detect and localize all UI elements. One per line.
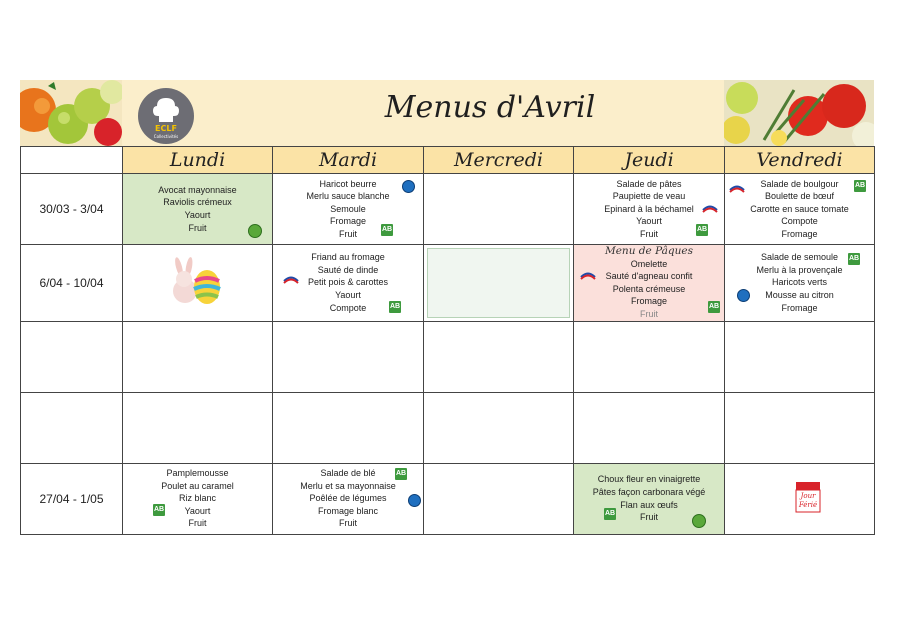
vegetarian-leaf-icon xyxy=(692,514,706,528)
organic-ab-icon: AB xyxy=(604,508,616,520)
organic-ab-icon: AB xyxy=(395,468,407,480)
day-header-vendredi: Vendredi xyxy=(725,147,875,174)
menu-cell-jeudi xyxy=(574,245,725,322)
week-label: 27/04 - 1/05 xyxy=(21,463,123,534)
menu-table xyxy=(20,146,875,535)
french-origin-flag-icon xyxy=(729,184,745,194)
table-row xyxy=(21,321,875,392)
menu-item: Choux fleur en vinaigrette xyxy=(597,474,701,485)
vegetarian-leaf-icon xyxy=(248,224,262,238)
french-origin-flag-icon xyxy=(283,275,299,285)
french-origin-flag-icon xyxy=(702,204,718,214)
menu-item: Fruit xyxy=(339,518,357,529)
menu-item: Fruit xyxy=(640,228,658,239)
menu-cell-mardi xyxy=(273,174,424,245)
jour-ferie-icon xyxy=(793,480,823,514)
menu-cell-vendredi xyxy=(725,174,875,245)
organic-ab-icon: AB xyxy=(381,224,393,236)
page-title: Menus d'Avril xyxy=(384,90,596,125)
week-label: 6/04 - 10/04 xyxy=(21,245,123,322)
menu-item: Flan aux œufs xyxy=(620,499,678,510)
table-row xyxy=(21,245,875,322)
menu-item: Haricot beurre xyxy=(319,178,377,189)
menu-item: Friand au fromage xyxy=(311,252,385,263)
menu-item: Salade de semoule xyxy=(760,252,839,263)
menu-item: Semoule xyxy=(330,203,366,214)
menu-cell-lundi xyxy=(123,321,273,392)
menu-cell-mardi xyxy=(273,392,424,463)
menu-item: Fromage xyxy=(781,228,818,239)
menu-item: Salade de pâtes xyxy=(616,178,682,189)
header-banner xyxy=(20,80,874,147)
menu-item: Mousse au citron xyxy=(765,290,834,301)
ferie-line1: Jour xyxy=(800,491,816,500)
day-header-lundi: Lundi xyxy=(123,147,273,174)
menu-item: Poêlée de légumes xyxy=(309,493,387,504)
menu-cell-mercredi xyxy=(424,321,574,392)
menu-item: Boulette de bœuf xyxy=(764,191,835,202)
menu-item: Fromage xyxy=(630,296,667,307)
day-header-mercredi: Mercredi xyxy=(424,147,574,174)
menu-cell-vendredi xyxy=(725,392,875,463)
menu-item: Haricots verts xyxy=(771,277,827,288)
logo-subtext: Collectivités xyxy=(153,134,179,139)
menu-item: Yaourt xyxy=(636,216,662,227)
menu-cell-lundi xyxy=(123,174,273,245)
menu-cell-lundi xyxy=(123,245,273,322)
menu-item: Petit pois & carottes xyxy=(307,277,389,288)
table-corner xyxy=(21,147,123,174)
organic-ab-icon: AB xyxy=(708,301,720,313)
menu-item: Poulet au caramel xyxy=(161,480,234,491)
msc-label-icon xyxy=(402,180,415,193)
day-header-mardi: Mardi xyxy=(273,147,424,174)
menu-sheet xyxy=(20,80,874,538)
msc-label-icon xyxy=(408,494,421,507)
vegetables-image-right xyxy=(724,80,874,146)
menu-item: Carotte en sauce tomate xyxy=(750,203,849,214)
menu-item: Pâtes façon carbonara végé xyxy=(592,486,706,497)
menu-cell-mardi xyxy=(273,245,424,322)
menu-item: Sauté de dinde xyxy=(317,264,379,275)
menu-item: Merlu et sa mayonnaise xyxy=(300,480,396,491)
msc-label-icon xyxy=(737,289,750,302)
day-header-jeudi: Jeudi xyxy=(574,147,725,174)
menu-cell-jeudi xyxy=(574,463,725,534)
fruits-image-left xyxy=(20,80,122,146)
menu-item: Yaourt xyxy=(184,210,211,220)
menu-item: Salade de boulgour xyxy=(760,178,839,189)
eclf-logo xyxy=(136,86,196,146)
menu-cell-vendredi xyxy=(725,245,875,322)
menu-item: Sauté d'agneau confit xyxy=(605,271,693,282)
menu-cell-lundi xyxy=(123,392,273,463)
menu-cell-vendredi xyxy=(725,321,875,392)
menu-item: Yaourt xyxy=(335,290,361,301)
menu-item: Fromage blanc xyxy=(317,505,379,516)
week-label: 30/03 - 3/04 xyxy=(21,174,123,245)
menu-cell-jeudi xyxy=(574,174,725,245)
menu-item: Pamplemousse xyxy=(166,468,229,479)
menu-cell-mardi xyxy=(273,321,424,392)
week-label xyxy=(21,392,123,463)
week-label xyxy=(21,321,123,392)
menu-item: Merlu à la provençale xyxy=(756,264,843,275)
blank-note-box xyxy=(427,248,570,318)
ferie-line2: Férié xyxy=(798,500,818,509)
menu-item: Fruit xyxy=(640,308,658,319)
menu-item: Fruit xyxy=(188,222,207,233)
menu-item: Yaourt xyxy=(184,505,211,516)
menu-item: Fruit xyxy=(339,228,357,239)
menu-item: Omelette xyxy=(630,258,668,269)
french-origin-flag-icon xyxy=(580,271,596,281)
menu-item: Compote xyxy=(781,216,818,227)
menu-cell-mercredi xyxy=(424,392,574,463)
menu-item: Epinard à la béchamel xyxy=(604,203,694,214)
menu-item: Fromage xyxy=(329,216,366,227)
easter-bunny-egg-icon xyxy=(167,257,229,307)
menu-item: Fruit xyxy=(640,512,658,523)
menu-item: Paupiette de veau xyxy=(612,191,686,202)
menu-cell-mercredi xyxy=(424,174,574,245)
menu-item: Fromage xyxy=(781,302,818,313)
menu-item: Fruit xyxy=(188,518,207,529)
menu-item: Polenta crémeuse xyxy=(612,283,686,294)
special-menu-title: Menu de Pâques xyxy=(604,245,694,257)
menu-cell-jeudi xyxy=(574,392,725,463)
table-row xyxy=(21,174,875,245)
menu-cell-vendredi xyxy=(725,463,875,534)
organic-ab-icon: AB xyxy=(854,180,866,192)
menu-cell-jeudi xyxy=(574,321,725,392)
menu-cell-lundi xyxy=(123,463,273,534)
menu-item: Salade de blé xyxy=(320,468,376,479)
table-row xyxy=(21,463,875,534)
organic-ab-icon: AB xyxy=(848,253,860,265)
table-row xyxy=(21,392,875,463)
menu-cell-mercredi xyxy=(424,245,574,322)
menu-item: Raviolis crémeux xyxy=(163,197,232,208)
logo-text: ECLF xyxy=(155,124,177,133)
organic-ab-icon: AB xyxy=(696,224,708,236)
menu-cell-mercredi xyxy=(424,463,574,534)
menu-item: Merlu sauce blanche xyxy=(306,191,390,202)
organic-ab-icon: AB xyxy=(389,301,401,313)
menu-item: Compote xyxy=(329,302,367,313)
menu-item: Riz blanc xyxy=(178,493,216,504)
menu-cell-mardi xyxy=(273,463,424,534)
organic-ab-icon: AB xyxy=(153,504,165,516)
menu-item: Avocat mayonnaise xyxy=(158,184,237,195)
